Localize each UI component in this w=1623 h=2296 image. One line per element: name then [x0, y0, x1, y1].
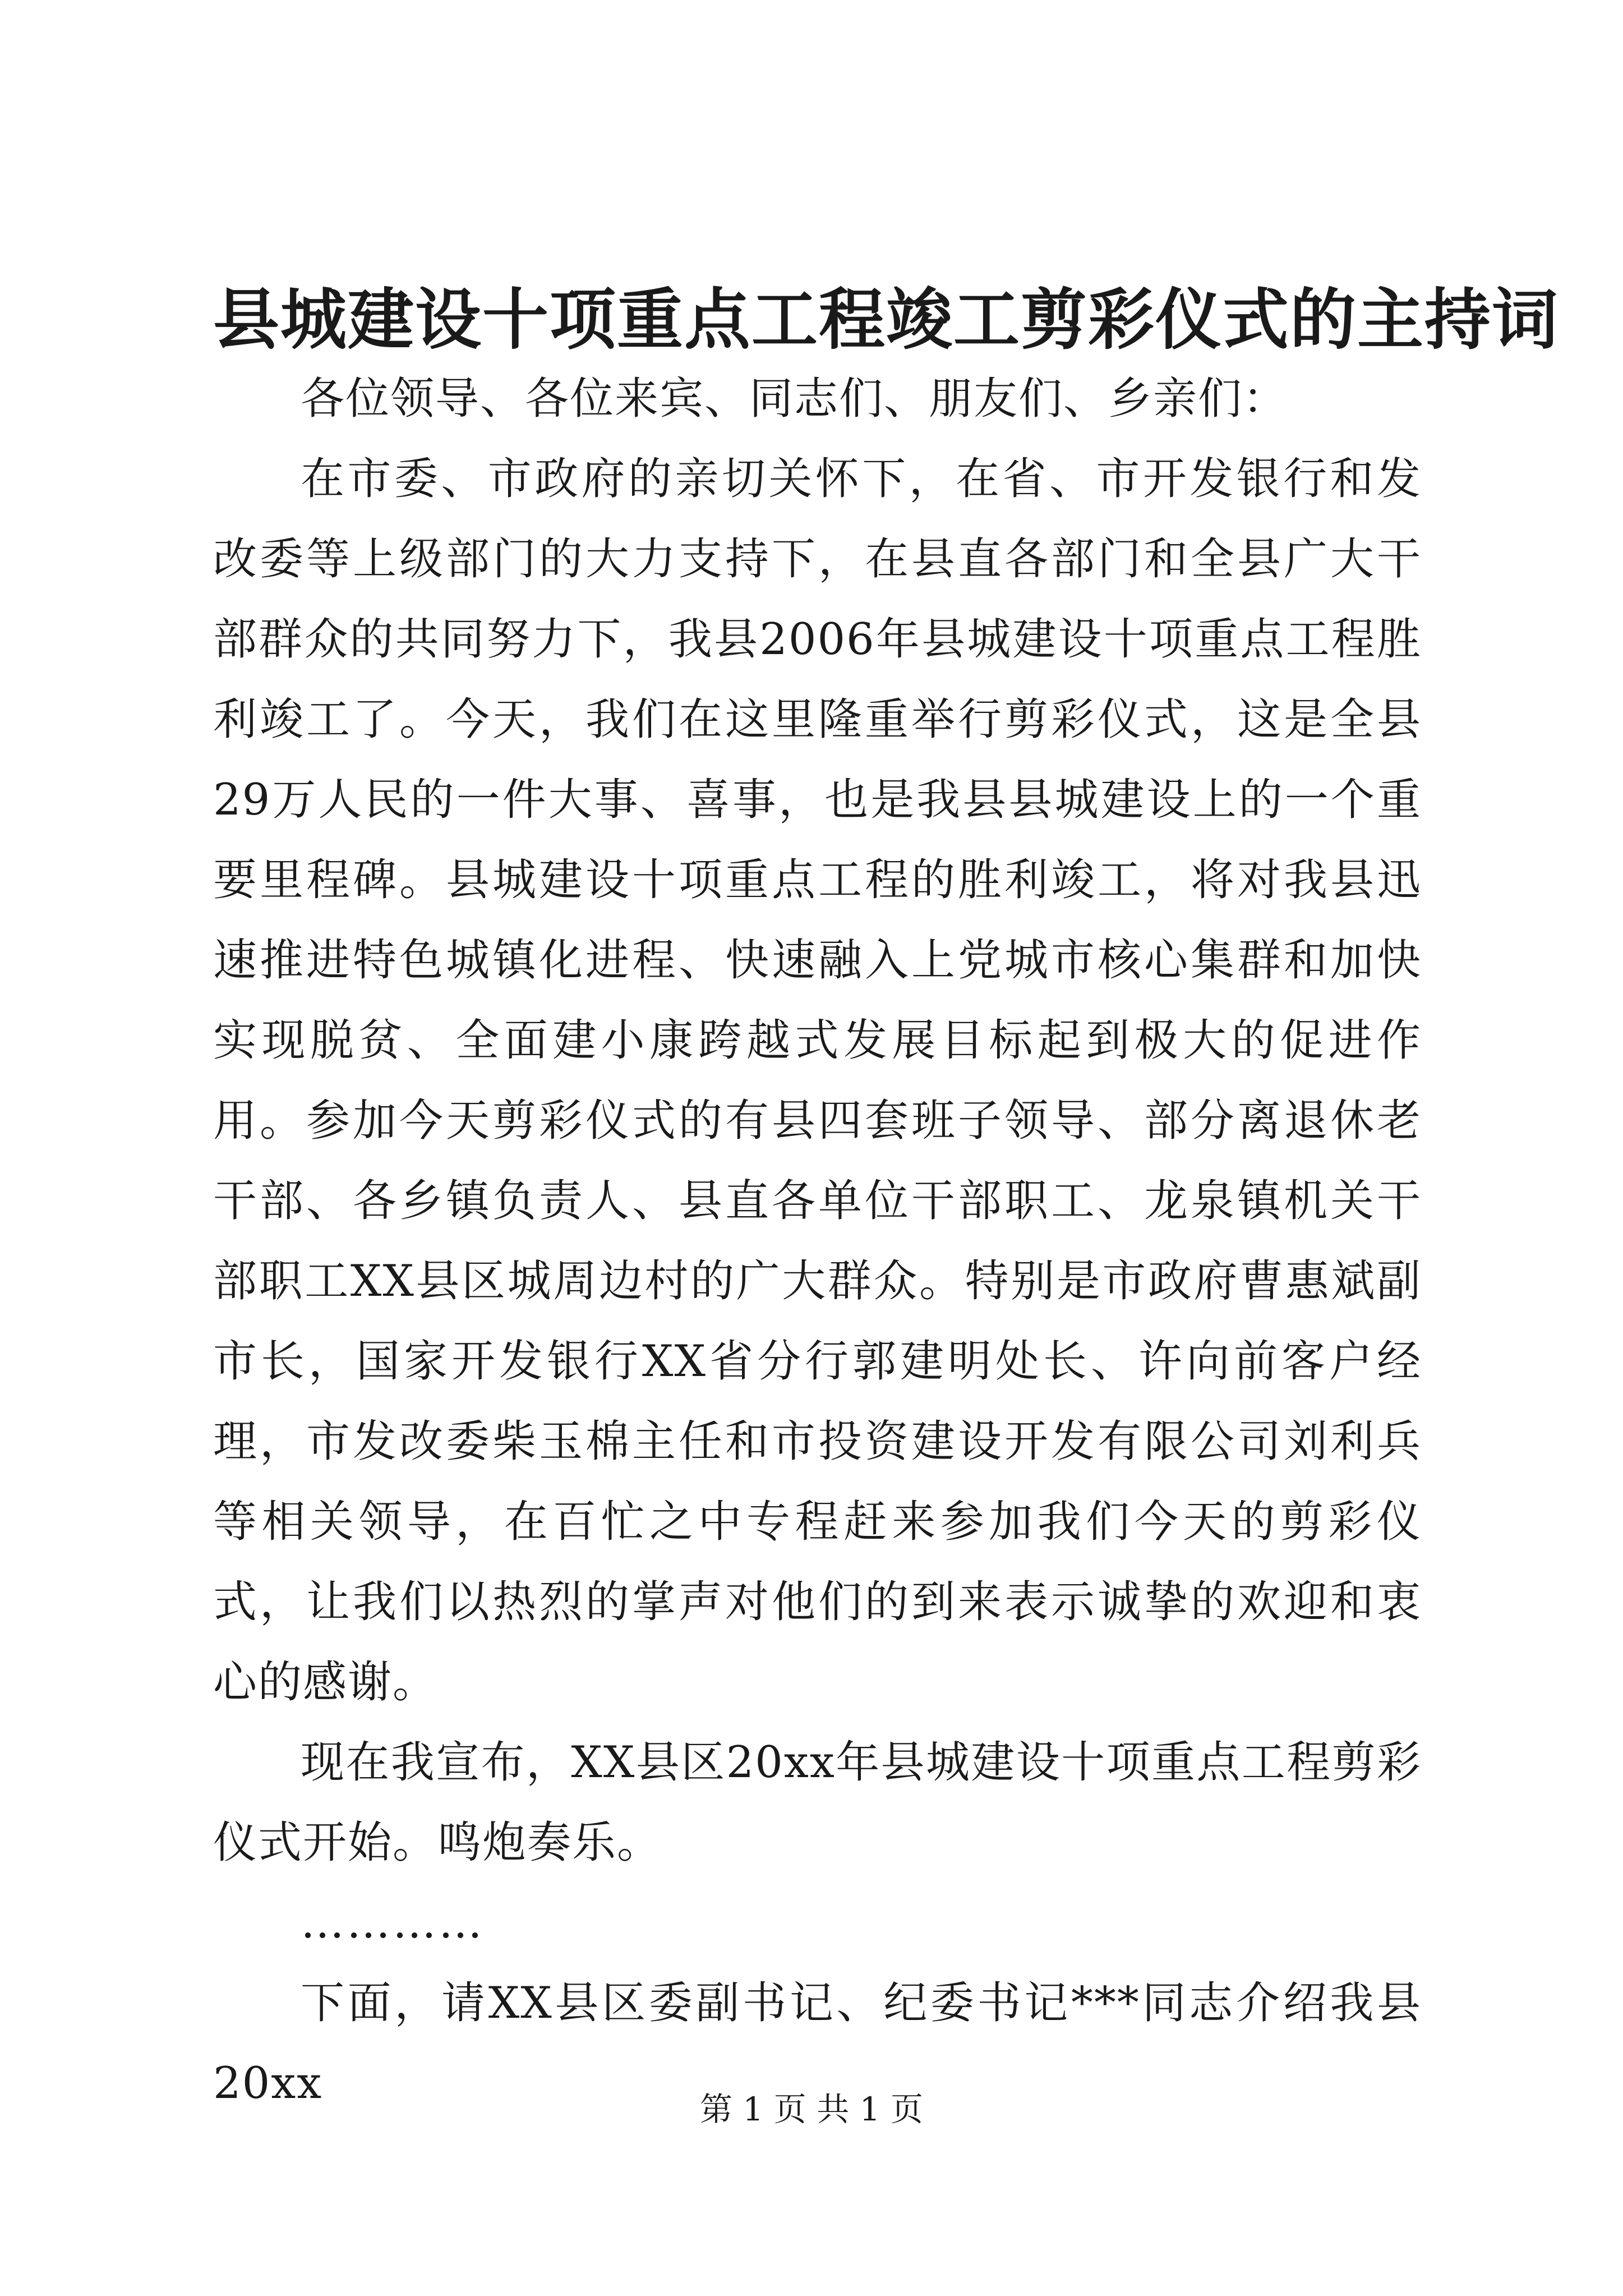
page-number-footer: 第 1 页 共 1 页: [700, 2090, 923, 2128]
document-body: [213, 359, 1422, 2124]
salutation-paragraph: 各位领导、各位来宾、同志们、朋友们、乡亲们：: [301, 374, 1288, 424]
document-title: 县城建设十项重点工程竣工剪彩仪式的主持词: [213, 280, 1560, 358]
ellipsis-separator: …………: [301, 1898, 485, 1948]
opening-remarks-paragraph: 在市委、市政府的亲切关怀下，在省、市开发银行和发改委等上级部门的大力支持下，在县直各部门和全县广大干部群众的共同努力下，我县2006年县城建设十项重点工程胜利竣工了。今天，我们在这里隆重举行剪彩仪式，这是全县29万人民的一件大事、喜事，也是我县县城建设上的一个重要里程碑。县城建设十项重点工程的胜利竣工，将对我县迅速推进特色城镇化进程、快速融入上党城市核心集群和加快实现脱贫、全面建小康跨越式发展目标起到极大的促进作用。参加今天剪彩仪式的有县四套班子领导、部分离退休老干部、各乡镇负责人、县直各单位干部职工、龙泉镇机关干部职工XX县区城周边村的广大群众。特别是市政府曹惠斌副市长，国家开发银行XX省分行郭建明处长、许向前客户经理，市发改委柴玉棉主任和市投资建设开发有限公司刘利兵等相关领导，在百忙之中专程赶来参加我们今天的剪彩仪式，让我们以热烈的掌声对他们的到来表示诚挚的欢迎和衷心的感谢。: [213, 454, 1422, 1708]
next-speaker-paragraph: 下面，请XX县区委副书记、纪委书记***同志介绍我县20xx: [213, 1978, 1422, 2109]
announcement-paragraph: 现在我宣布，XX县区20xx年县城建设十项重点工程剪彩仪式开始。鸣炮奏乐。: [213, 1737, 1422, 1868]
